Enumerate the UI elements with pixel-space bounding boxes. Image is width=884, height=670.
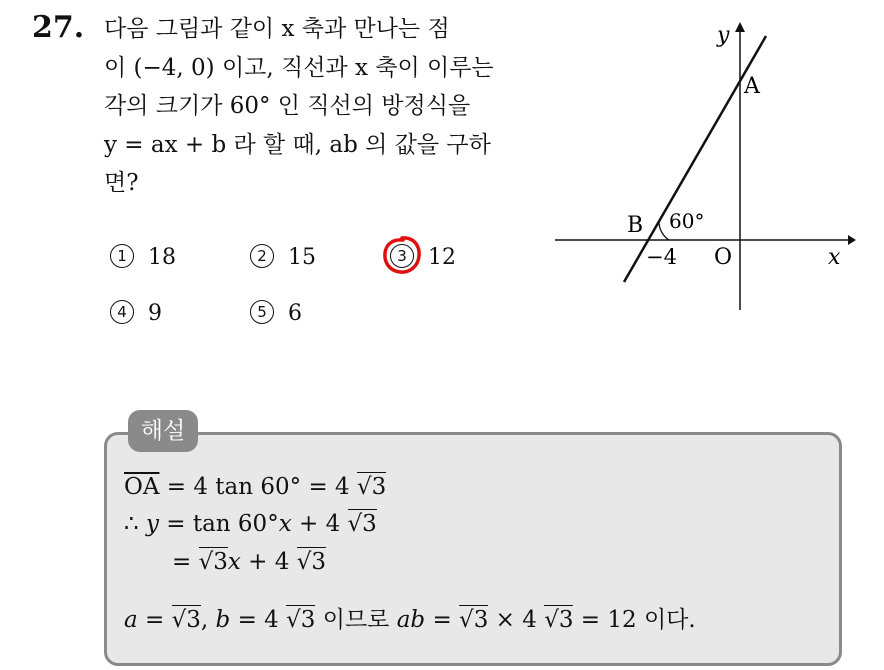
question-number: 27. <box>32 10 85 45</box>
question-line: y = ax + b 라 할 때, ab 의 값을 구하 <box>104 131 491 158</box>
selected-answer-circle-icon <box>381 234 423 276</box>
choice-value: 12 <box>428 245 456 270</box>
question-line: 면? <box>104 170 139 196</box>
choice-number-icon: 5 <box>250 300 274 324</box>
segment-oa: $\overline{OA}$ <box>124 474 160 500</box>
choice-number-icon: 1 <box>110 244 134 268</box>
solution-line-2: ∴ y = tan 60°x + 4 √3 <box>124 511 377 537</box>
question-line: 각의 크기가 60° 인 직선의 방정식을 <box>104 93 471 119</box>
choice-2[interactable] <box>250 244 316 270</box>
solution-line-1: $\overline{OA} = 4$ tan 60° = 4 √3 <box>124 474 387 500</box>
question-text <box>104 10 534 203</box>
question-line: 다음 그림과 같이 x 축과 만나는 점 <box>104 16 450 42</box>
choice-number-icon: 3 <box>390 244 414 268</box>
angle-label: 60° <box>669 209 705 233</box>
y-axis-arrow-icon <box>735 22 745 32</box>
solution-tag: 해설 <box>128 410 198 452</box>
point-a-label: A <box>744 74 760 99</box>
choice-value: 15 <box>288 245 316 270</box>
choice-4[interactable] <box>110 300 162 326</box>
choice-5[interactable] <box>250 300 302 326</box>
choice-number-icon: 4 <box>110 300 134 324</box>
origin-label: O <box>714 245 733 270</box>
choice-1[interactable] <box>110 244 176 270</box>
x-intercept-label: −4 <box>646 245 677 269</box>
angle-arc <box>659 221 669 240</box>
choice-value: 9 <box>148 301 162 326</box>
y-axis-label: y <box>717 23 730 48</box>
solution-line-3: = √3x + 4 √3 <box>172 549 327 575</box>
graph-figure <box>550 20 860 320</box>
x-axis-label: x <box>828 245 841 270</box>
choice-value: 6 <box>288 301 302 326</box>
question-line: 이 (−4, 0) 이고, 직선과 x 축이 이루는 <box>104 54 494 81</box>
choice-number-icon: 2 <box>250 244 274 268</box>
x-axis-arrow-icon <box>848 235 856 245</box>
point-b-label: B <box>627 213 644 238</box>
solution-line-4: a = √3, b = 4 √3 이므로 ab = √3 × 4 √3 = 12 이다. <box>124 607 696 633</box>
choice-value: 18 <box>148 245 176 270</box>
